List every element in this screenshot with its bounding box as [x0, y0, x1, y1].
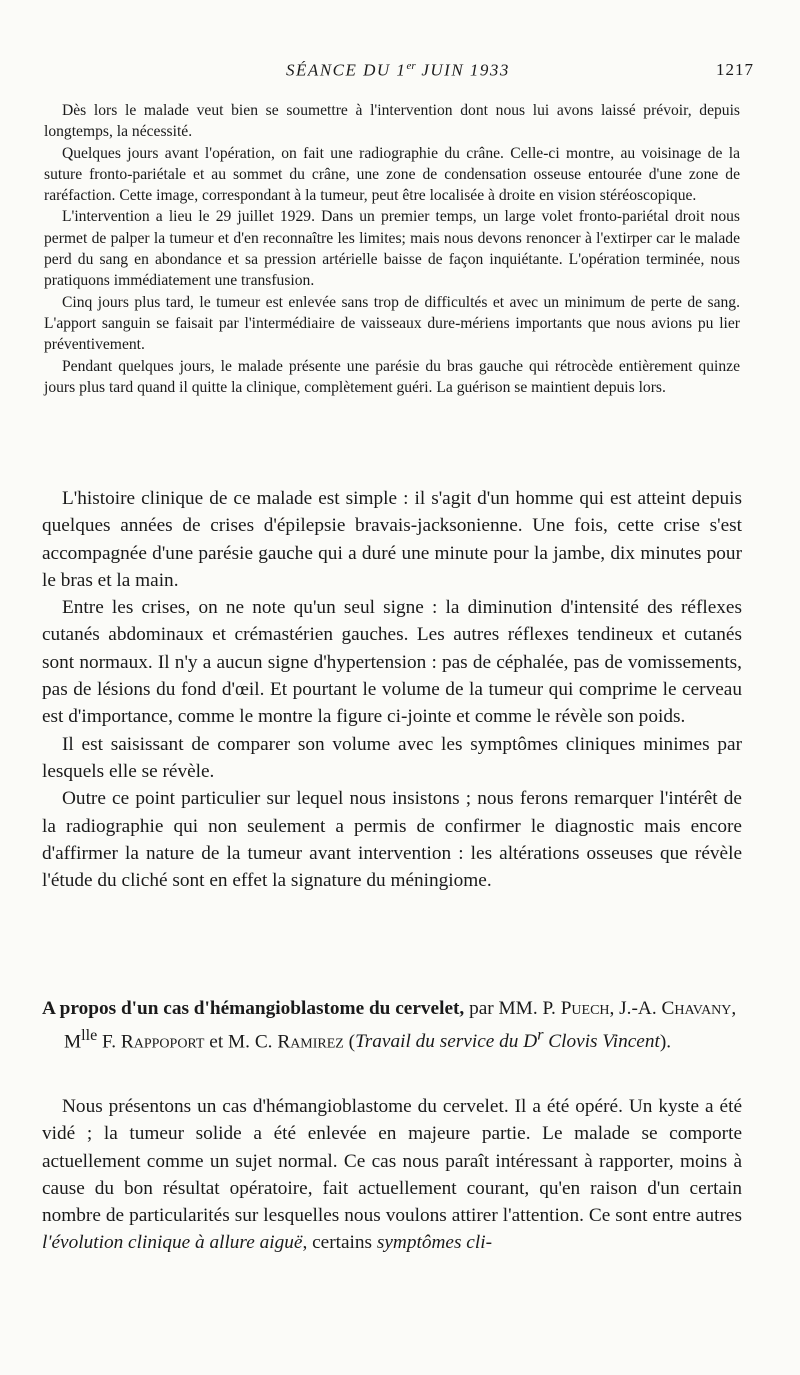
case-paragraph: Dès lors le malade veut bien se soumettre à l'intervention dont nous lui avons laissé prévoir, depuis longtemps, la nécessité. [44, 102, 740, 141]
case-paragraph: L'intervention a lieu le 29 juillet 1929. Dans un premier temps, un large volet fronto-pariétal droit nous permet de palper la tumeur et d'en reconnaître les limites; mais nous devons renoncer à l'extirper car le malade perd du sang en abondance et sa pression artérielle baisse de façon inquiétante. L'opération terminée, nous pratiquons immédiatement une transfusion. [44, 208, 740, 290]
article-heading: A propos d'un cas d'hémangioblastome du cervelet, par MM. P. Puech, J.-A. Chavany, $M^{lle}$ F. Rappoport et M. C. Ramirez (Travail du service du $D^r$ Clovis Vincent). [42, 998, 737, 1053]
article-title: A propos d'un cas d'hémangioblastome du cervelet, [42, 998, 465, 1019]
page-number: 1217 [716, 60, 754, 79]
running-title: SÉANCE DU 1er JUIN 1933 [286, 60, 510, 80]
discussion-paragraph: Entre les crises, on ne note qu'un seul signe : la diminution d'intensité des réflexes cutanés abdominaux et crémastérien gauches. Les autres réflexes tendineux et cutanés sont normaux. Il n'y a aucun signe d'hypertension : pas de céphalée, pas de vomissements, pas de lésions du fond d'œil. Et pourtant le volume de la tumeur qui comprime le cerveau est d'importance, comme le montre la figure ci-jointe et comme le révèle son poids. [42, 597, 742, 728]
case-paragraph: Quelques jours avant l'opération, on fait une radiographie du crâne. Celle-ci montre, au voisinage de la suture fronto-pariétale et au sommet du crâne, une zone de condensation osseuse entourée d'une zone de raréfaction. Cette image, correspondant à la tumeur, peut être localisée à droite en vision stéréoscopique. [44, 144, 740, 205]
article-body [42, 1093, 742, 1257]
author-name: Ramirez [277, 1031, 344, 1053]
running-header [42, 60, 754, 86]
case-paragraph: Cinq jours plus tard, le tumeur est enlevée sans trop de difficultés et avec un minimum de perte de sang. L'apport sanguin se faisait par l'intermédiaire de vaisseaux dure-mériens importants que nous avions pu lier préventivement. [44, 293, 740, 354]
author-name: Rappoport [120, 1031, 205, 1053]
article-intro-paragraph: Nous présentons un cas d'hémangioblastome du cervelet. Il a été opéré. Un kyste a été vidé ; la tumeur solide a été enlevée en majeure partie. Le malade se comporte actuellement comme un sujet normal. Ce cas nous paraît intéressant à rapporter, moins à cause du bon résultat opératoire, fait actuellement courant, qu'en raison d'un certain nombre de particularités sur lesquelles nous voulons attirer l'attention. Ce sont entre autres l'évolution clinique à allure aiguë, certains symptômes cli- [42, 1096, 742, 1254]
author-name: Chavany [661, 998, 732, 1019]
discussion-paragraph: Outre ce point particulier sur lequel nous insistons ; nous ferons remarquer l'intérêt de la radiographie qui non seulement a permis de confirmer le diagnostic mais encore d'affirmer la nature de la tumeur avant intervention : les altérations osseuses que révèle l'étude du cliché sont en effet la signature du méningiome. [42, 788, 742, 892]
case-paragraph: Pendant quelques jours, le malade présente une parésie du bras gauche qui rétrocède entièrement quinze jours plus tard quand il quitte la clinique, complètement guéri. La guérison se maintient depuis lors. [44, 357, 740, 396]
discussion-section [42, 485, 742, 894]
discussion-paragraph: Il est saisissant de comparer son volume avec les symptômes cliniques minimes par lesquels elle se révèle. [42, 733, 742, 782]
article-affiliation: Travail du service du $D^r$ Clovis Vincent [355, 1027, 660, 1053]
case-report-section [44, 100, 740, 398]
discussion-paragraph: L'histoire clinique de ce malade est simple : il s'agit d'un homme qui est atteint depuis quelques années de crises d'épilepsie bravais-jacksonienne. Une fois, cette crise s'est accompagnée d'une parésie gauche qui a duré une minute pour la jambe, dix minutes pour le bras et la main. [42, 488, 742, 591]
author-name: Puech [560, 998, 610, 1019]
